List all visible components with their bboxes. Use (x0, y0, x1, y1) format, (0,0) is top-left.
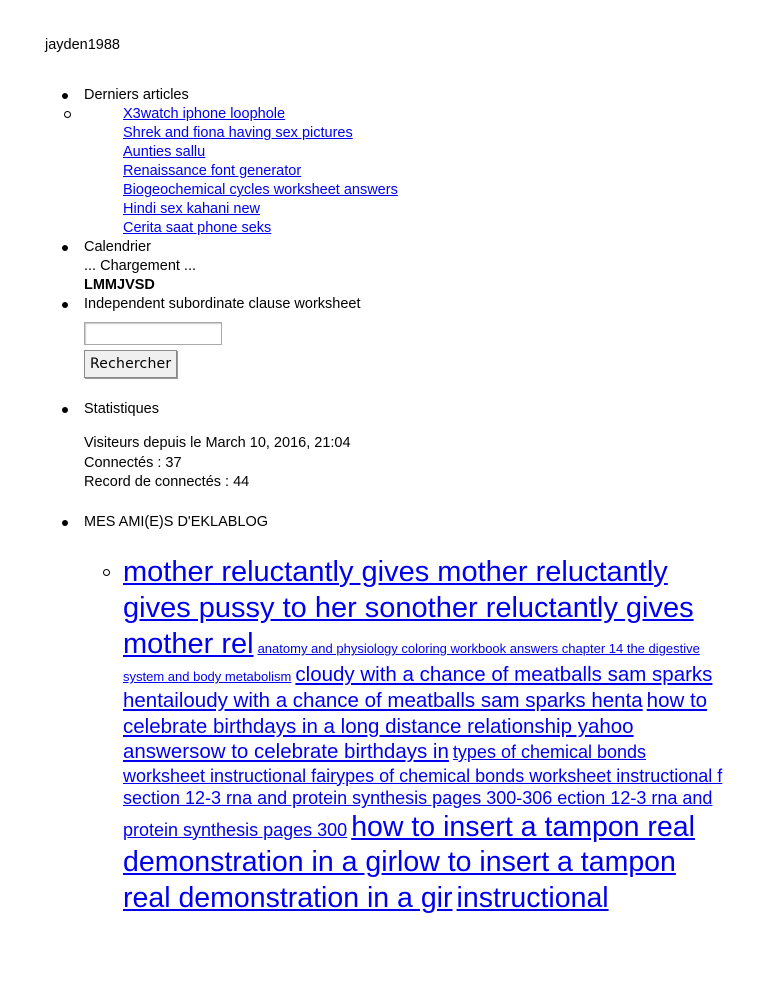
stats-visitors: Visiteurs depuis le March 10, 2016, 21:04 (84, 435, 351, 451)
sidebar-list (84, 86, 734, 917)
tag-link[interactable]: types of chemical bonds worksheet instructional fairypes of chemical bonds worksheet instructional f (123, 742, 723, 786)
bullet-icon (62, 407, 68, 413)
tag-link[interactable]: cloudy with a chance of meatballs sam sparks hentailoudy with a chance of meatballs sam sparks henta (123, 663, 713, 712)
article-link[interactable]: X3watch iphone loophole (123, 106, 286, 122)
search-input[interactable] (84, 322, 222, 345)
tag-link[interactable]: how to celebrate birthdays in a long distance relationship yahoo answersow to celebrate birthdays in (123, 688, 708, 764)
site-title: jayden1988 (45, 37, 120, 53)
circle-bullet-icon (103, 569, 110, 576)
stats-heading: Statistiques (84, 401, 159, 417)
bullet-icon (62, 93, 68, 99)
search-heading: Independent subordinate clause worksheet (84, 296, 361, 312)
friends-heading: MES AMI(E)S D'EKLABLOG (84, 513, 269, 530)
tag-link[interactable]: instructional (456, 882, 609, 914)
tag-link[interactable]: section 12-3 rna and protein synthesis pages 300-306 ection 12-3 rna and protein synthesis pages 300 (123, 788, 713, 840)
stats-connected: Connectés : 37 (84, 454, 182, 471)
tag-link[interactable]: mother reluctantly gives mother reluctantly gives pussy to her sonother reluctantly gives mother rel (123, 555, 694, 660)
section-articles (84, 86, 734, 238)
tag-cloud (84, 554, 728, 917)
articles-list (84, 105, 734, 238)
section-calendar (84, 238, 734, 295)
stats-record: Record de connectés : 44 (84, 474, 250, 490)
articles-heading: Derniers articles (84, 87, 189, 103)
section-search (84, 295, 734, 378)
section-friends (84, 513, 734, 917)
circle-bullet-icon (64, 111, 71, 118)
bullet-icon (62, 245, 68, 251)
tag-link[interactable]: how to insert a tampon real demonstration in a girlow to insert a tampon real demonstration in a gir (123, 810, 695, 914)
calendar-loading: ... Chargement ... (84, 258, 197, 274)
article-link[interactable]: Aunties sallu (123, 144, 206, 160)
section-stats (84, 400, 734, 493)
calendar-heading: Calendrier (84, 239, 151, 255)
tag-link[interactable]: anatomy and physiology coloring workbook answers chapter 14 the digestive system and body metabolism (123, 641, 700, 685)
article-link[interactable]: Shrek and fiona having sex pictures (123, 125, 353, 141)
article-link[interactable]: Hindi sex kahani new (123, 201, 261, 217)
bullet-icon (62, 520, 68, 526)
stats-block (84, 434, 734, 493)
article-link[interactable]: Cerita saat phone seks (123, 220, 272, 236)
calendar-weekdays: LMMJVSD (84, 277, 155, 293)
article-link[interactable]: Renaissance font generator (123, 163, 302, 179)
bullet-icon (62, 302, 68, 308)
article-link[interactable]: Biogeochemical cycles worksheet answers (123, 182, 398, 198)
search-button[interactable]: Rechercher (84, 350, 177, 378)
